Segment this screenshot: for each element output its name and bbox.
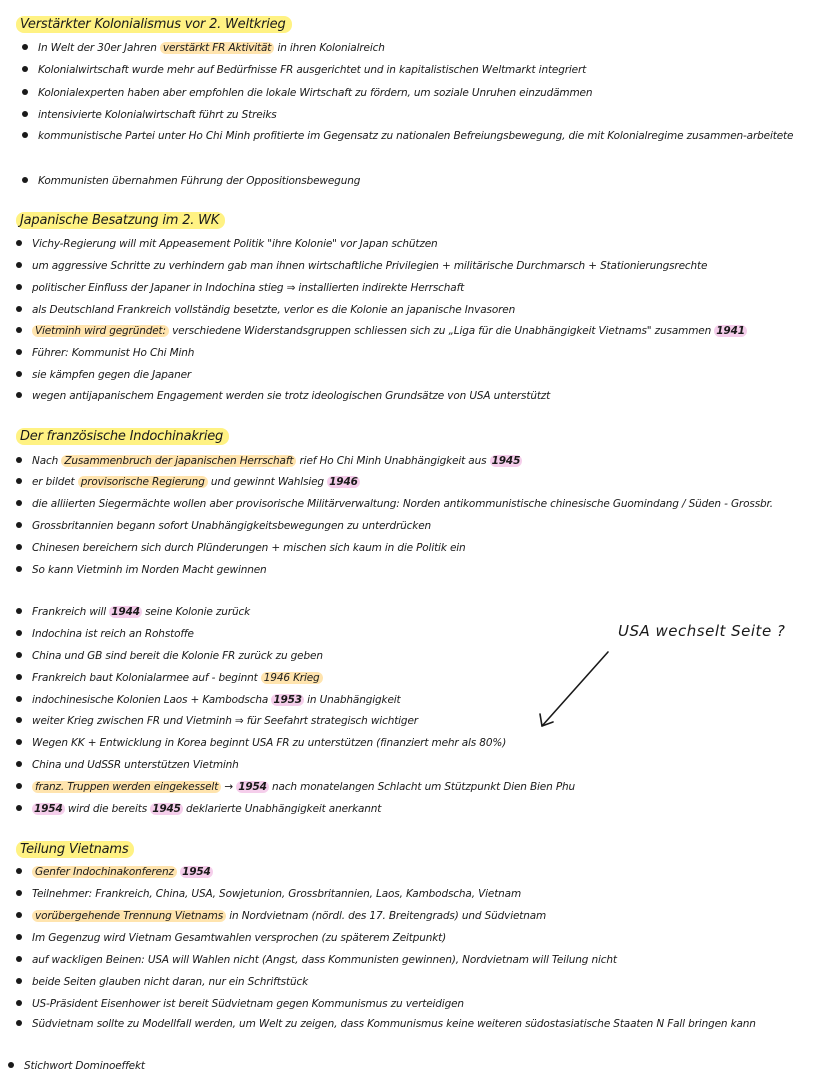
- item-text: Frankreich baut Kolonialarmee auf - beginnt: [32, 672, 261, 684]
- bullet-icon: [16, 457, 22, 463]
- item-text: kommunistische Partei unter Ho Chi Minh profitierte im Gegensatz zu nationalen Befreiungsbewegung, die mit Kolonialregime zusammen-arbeitete: [38, 130, 794, 142]
- list-item: [16, 994, 816, 1015]
- year-highlight: 1945: [491, 455, 521, 467]
- list-item: [22, 171, 822, 192]
- year-highlight: 1946: [329, 476, 358, 488]
- bullet-icon: [16, 349, 22, 355]
- item-text: intensivierte Kolonialwirtschaft führt zu Streiks: [38, 109, 277, 121]
- item-text: rief Ho Chi Minh Unabhängigkeit aus: [296, 455, 490, 467]
- bullet-icon: [16, 783, 22, 789]
- list-item: [16, 928, 816, 949]
- item-text: verschiedene Widerstandsgruppen schliessen sich zu „Liga für die Unabhängigkeit Vietnams" zusammen: [168, 325, 715, 337]
- highlighted-text: vorübergehende Trennung Vietnams: [32, 910, 226, 922]
- item-text: Kolonialwirtschaft wurde mehr auf Bedürfnisse FR ausgerichtet und in kapitalistischen Weltmarkt integriert: [38, 64, 587, 76]
- year-highlight: 1954: [34, 803, 63, 815]
- item-text: als Deutschland Frankreich vollständig besetzte, verlor es die Kolonie an japanische Invasoren: [32, 304, 516, 316]
- item-text: sie kämpfen gegen die Japaner: [32, 369, 192, 381]
- list-item: [16, 321, 816, 342]
- item-text: in ihren Kolonialreich: [274, 42, 385, 54]
- bullet-icon: [16, 1000, 22, 1006]
- item-text: China und UdSSR unterstützen Vietminh: [32, 759, 239, 771]
- bullet-icon: [22, 66, 28, 72]
- bullet-icon: [16, 761, 22, 767]
- year-highlight: 1944: [111, 606, 140, 618]
- item-text: Indochina ist reich an Rohstoffe: [32, 628, 194, 640]
- item-text: um aggressive Schritte zu verhindern gab man ihnen wirtschaftliche Privilegien + militärische Durchmarsch + Stationierungsrechte: [32, 260, 708, 272]
- bullet-icon: [16, 674, 22, 680]
- bullet-icon: [16, 608, 22, 614]
- bullet-icon: [16, 696, 22, 702]
- section-heading-colonialism: Verstärkter Kolonialismus vor 2. Weltkrieg: [16, 16, 292, 33]
- list-item: [16, 1015, 816, 1034]
- list-item: [16, 538, 816, 559]
- list-item: [16, 343, 816, 364]
- item-text: →: [221, 781, 237, 793]
- bullet-icon: [16, 805, 22, 811]
- list-item: [16, 300, 816, 321]
- bullet-icon: [16, 284, 22, 290]
- item-text: Vichy-Regierung will mit Appeasement Politik "ihre Kolonie" vor Japan schützen: [32, 238, 438, 250]
- bullet-icon: [8, 1062, 14, 1068]
- list-item: [16, 777, 816, 798]
- section-heading-japanese-occupation: Japanische Besatzung im 2. WK: [16, 212, 225, 229]
- section-heading-indochina-war: Der französische Indochinakrieg: [16, 428, 229, 445]
- bullet-icon: [16, 371, 22, 377]
- item-text: Frankreich will: [32, 606, 110, 618]
- list-item: [16, 733, 816, 754]
- year-highlight: 1954: [238, 781, 267, 793]
- list-item: [16, 234, 816, 255]
- item-text: US-Präsident Eisenhower ist bereit Südvietnam gegen Kommunismus zu verteidigen: [32, 998, 464, 1010]
- list-item: [22, 105, 822, 126]
- bullet-icon: [16, 630, 22, 636]
- item-text: auf wackligen Beinen: USA will Wahlen nicht (Angst, dass Kommunisten gewinnen), Nordvietnam will Teilung nicht: [32, 954, 617, 966]
- bullet-icon: [16, 544, 22, 550]
- list-item: [16, 668, 816, 689]
- bullet-icon: [16, 500, 22, 506]
- list-item: [22, 83, 822, 104]
- item-text: In Welt der 30er Jahren: [38, 42, 160, 54]
- item-text: in Unabhängigkeit: [303, 694, 401, 706]
- list-item: [16, 602, 816, 623]
- list-item: [16, 711, 816, 732]
- list-item: [16, 256, 816, 277]
- list-item: [16, 278, 816, 299]
- highlighted-text: 1946 Krieg: [261, 672, 323, 684]
- item-text: die alliierten Siegermächte wollen aber provisorische Militärverwaltung: Norden antikommunistische chinesische Guomindang / Süden - Grossbr.: [32, 498, 773, 510]
- bullet-icon: [16, 262, 22, 268]
- bullet-icon: [16, 652, 22, 658]
- bullet-icon: [22, 111, 28, 117]
- list-item: [16, 516, 816, 537]
- item-text: So kann Vietminh im Norden Macht gewinnen: [32, 564, 267, 576]
- list-item: [16, 386, 816, 407]
- arrow-icon: [530, 640, 620, 735]
- bullet-icon: [22, 89, 28, 95]
- list-item: [16, 365, 816, 386]
- item-text: er bildet: [32, 476, 78, 488]
- item-text: nach monatelangen Schlacht um Stützpunkt Dien Bien Phu: [268, 781, 576, 793]
- item-text: Chinesen bereichern sich durch Plünderungen + mischen sich kaum in die Politik ein: [32, 542, 466, 554]
- highlighted-text: franz. Truppen werden eingekesselt: [32, 781, 221, 793]
- bullet-icon: [16, 240, 22, 246]
- year-highlight: 1954: [182, 866, 211, 878]
- item-text: Führer: Kommunist Ho Chi Minh: [32, 347, 195, 359]
- bullet-icon: [16, 890, 22, 896]
- item-text: indochinesische Kolonien Laos + Kambodscha: [32, 694, 272, 706]
- item-text: beide Seiten glauben nicht daran, nur ein Schriftstück: [32, 976, 309, 988]
- bullet-icon: [16, 934, 22, 940]
- bullet-icon: [16, 478, 22, 484]
- list-item: [16, 494, 816, 515]
- item-text: Wegen KK + Entwicklung in Korea beginnt USA FR zu unterstützen (finanziert mehr als 80%): [32, 737, 507, 749]
- year-highlight: 1945: [152, 803, 181, 815]
- highlighted-text: verstärkt FR Aktivität: [160, 42, 274, 54]
- list-item: [16, 862, 816, 883]
- item-text: wird die bereits: [64, 803, 151, 815]
- item-text: Kommunisten übernahmen Führung der Oppositionsbewegung: [38, 175, 361, 187]
- list-item: [22, 127, 812, 146]
- item-text: Stichwort Dominoeffekt: [24, 1060, 145, 1072]
- list-item: [16, 451, 816, 472]
- item-text: China und GB sind bereit die Kolonie FR zurück zu geben: [32, 650, 323, 662]
- list-item: [16, 472, 816, 493]
- bullet-icon: [16, 1020, 22, 1026]
- bullet-icon: [16, 327, 22, 333]
- list-item: [16, 646, 816, 667]
- section-heading-division: Teilung Vietnams: [16, 841, 134, 858]
- bullet-icon: [16, 306, 22, 312]
- highlighted-text: Genfer Indochinakonferenz: [32, 866, 177, 878]
- bullet-icon: [16, 739, 22, 745]
- bullet-icon: [22, 132, 28, 138]
- item-text: Grossbritannien begann sofort Unabhängigkeitsbewegungen zu unterdrücken: [32, 520, 432, 532]
- list-item: [16, 560, 816, 581]
- side-note: USA wechselt Seite ?: [618, 622, 786, 640]
- item-text: Kolonialexperten haben aber empfohlen die lokale Wirtschaft zu fördern, um soziale Unruhen einzudämmen: [38, 87, 593, 99]
- list-item: [22, 38, 822, 59]
- bullet-icon: [16, 392, 22, 398]
- item-text: Teilnehmer: Frankreich, China, USA, Sowjetunion, Grossbritannien, Laos, Kambodscha, Vietnam: [32, 888, 522, 900]
- highlighted-text: Vietminh wird gegründet:: [32, 325, 169, 337]
- bullet-icon: [22, 44, 28, 50]
- list-item: [16, 972, 816, 993]
- list-item: [16, 884, 816, 905]
- list-item: [16, 690, 816, 711]
- bullet-icon: [16, 868, 22, 874]
- item-text: Im Gegenzug wird Vietnam Gesamtwahlen versprochen (zu späterem Zeitpunkt): [32, 932, 447, 944]
- bullet-icon: [16, 566, 22, 572]
- list-item: [22, 60, 822, 81]
- year-highlight: 1941: [716, 325, 745, 337]
- list-item: [16, 755, 816, 776]
- item-text: und gewinnt Wahlsieg: [207, 476, 328, 488]
- bullet-icon: [16, 978, 22, 984]
- highlighted-text: Zusammenbruch der japanischen Herrschaft: [61, 455, 296, 467]
- bullet-icon: [16, 956, 22, 962]
- item-text: politischer Einfluss der Japaner in Indochina stieg ⇒ installierten indirekte Herrschaft: [32, 282, 465, 294]
- list-item: [16, 950, 816, 971]
- highlighted-text: provisorische Regierung: [78, 476, 208, 488]
- item-text: weiter Krieg zwischen FR und Vietminh ⇒ für Seefahrt strategisch wichtiger: [32, 715, 418, 727]
- year-highlight: 1953: [273, 694, 302, 706]
- list-item: [8, 1056, 808, 1077]
- item-text: deklarierte Unabhängigkeit anerkannt: [182, 803, 382, 815]
- list-item: [16, 906, 816, 927]
- list-item: [16, 799, 816, 820]
- bullet-icon: [16, 912, 22, 918]
- bullet-icon: [22, 177, 28, 183]
- item-text: Südvietnam sollte zu Modellfall werden, um Welt zu zeigen, dass Kommunismus keine weiteren südostasiatische Staaten N Fall bringen kann: [32, 1018, 756, 1030]
- bullet-icon: [16, 522, 22, 528]
- item-text: Nach: [32, 455, 62, 467]
- bullet-icon: [16, 717, 22, 723]
- item-text: wegen antijapanischem Engagement werden sie trotz ideologischen Grundsätze von USA unterstützt: [32, 390, 551, 402]
- item-text: in Nordvietnam (nördl. des 17. Breitengrads) und Südvietnam: [226, 910, 547, 922]
- item-text: seine Kolonie zurück: [141, 606, 251, 618]
